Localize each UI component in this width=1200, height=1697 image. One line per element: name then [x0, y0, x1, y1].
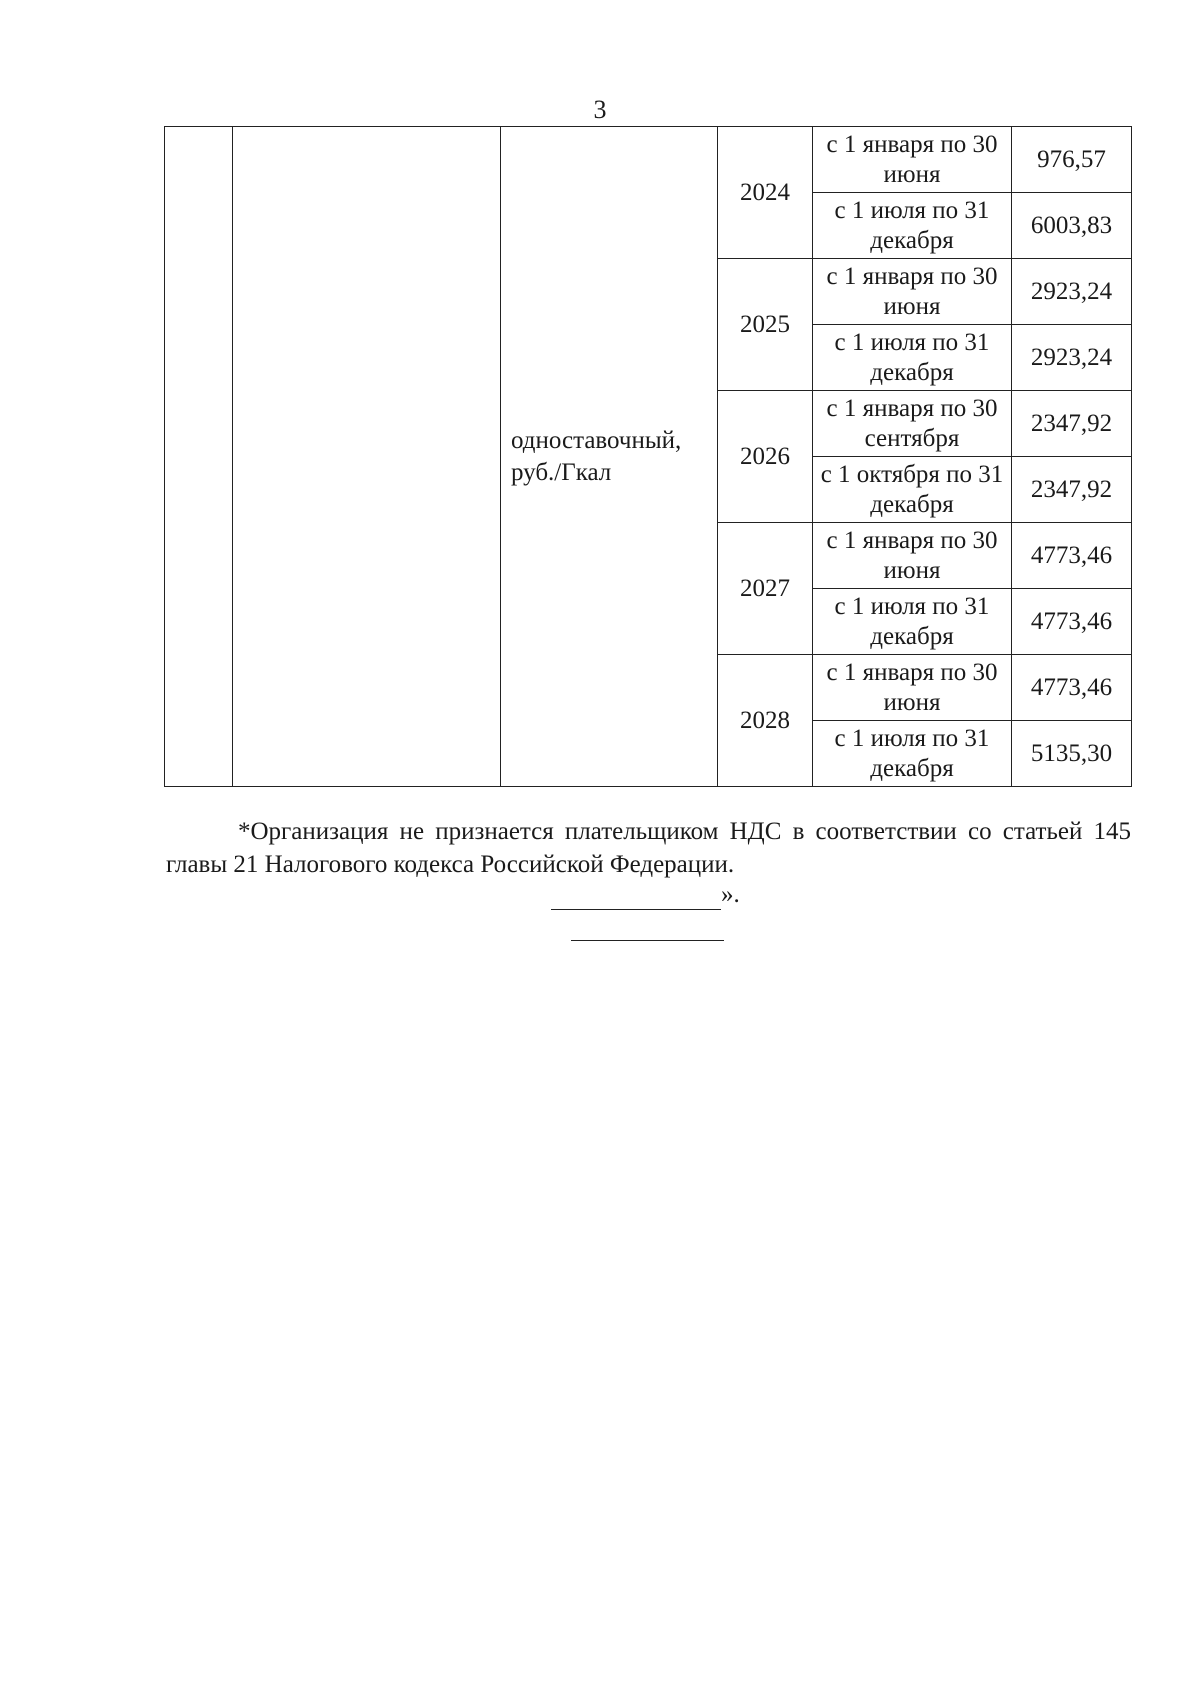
- year-cell: 2028: [718, 655, 813, 787]
- tariff-value-cell: 4773,46: [1012, 589, 1132, 655]
- closing-quote-mark: ».: [721, 881, 740, 908]
- tariff-table: [164, 126, 1132, 787]
- period-cell: с 1 января по 30 июня: [813, 523, 1012, 589]
- period-cell: с 1 октября по 31 декабря: [813, 457, 1012, 523]
- organization-cell: [233, 127, 501, 787]
- blank-underline: [551, 883, 721, 910]
- tariff-value-cell: 4773,46: [1012, 655, 1132, 721]
- tariff-value-cell: 5135,30: [1012, 721, 1132, 787]
- end-separator-line: [571, 940, 724, 941]
- period-cell: с 1 января по 30 июня: [813, 259, 1012, 325]
- tariff-value-cell: 6003,83: [1012, 193, 1132, 259]
- year-cell: 2025: [718, 259, 813, 391]
- vat-footnote: *Организация не признается плательщиком НДС в соответствии со статьей 145 главы 21 Налогового кодекса Российской Федерации.: [166, 818, 1131, 878]
- tariff-value-cell: 2347,92: [1012, 457, 1132, 523]
- tariff-value-cell: 2923,24: [1012, 325, 1132, 391]
- tariff-value-cell: 2347,92: [1012, 391, 1132, 457]
- tariff-value-cell: 2923,24: [1012, 259, 1132, 325]
- closing-quote-line: [551, 880, 740, 910]
- year-cell: 2027: [718, 523, 813, 655]
- number-cell: [165, 127, 233, 787]
- year-cell: 2024: [718, 127, 813, 259]
- period-cell: с 1 июля по 31 декабря: [813, 721, 1012, 787]
- period-cell: с 1 января по 30 сентября: [813, 391, 1012, 457]
- tariff-value-cell: 976,57: [1012, 127, 1132, 193]
- period-cell: с 1 июля по 31 декабря: [813, 193, 1012, 259]
- period-cell: с 1 января по 30 июня: [813, 127, 1012, 193]
- period-cell: с 1 июля по 31 декабря: [813, 589, 1012, 655]
- table-row: [165, 127, 1132, 193]
- year-cell: 2026: [718, 391, 813, 523]
- period-cell: с 1 января по 30 июня: [813, 655, 1012, 721]
- page-number: 3: [593, 95, 607, 124]
- tariff-value-cell: 4773,46: [1012, 523, 1132, 589]
- period-cell: с 1 июля по 31 декабря: [813, 325, 1012, 391]
- tariff-type-cell: одноставочный, руб./Гкал: [501, 127, 718, 787]
